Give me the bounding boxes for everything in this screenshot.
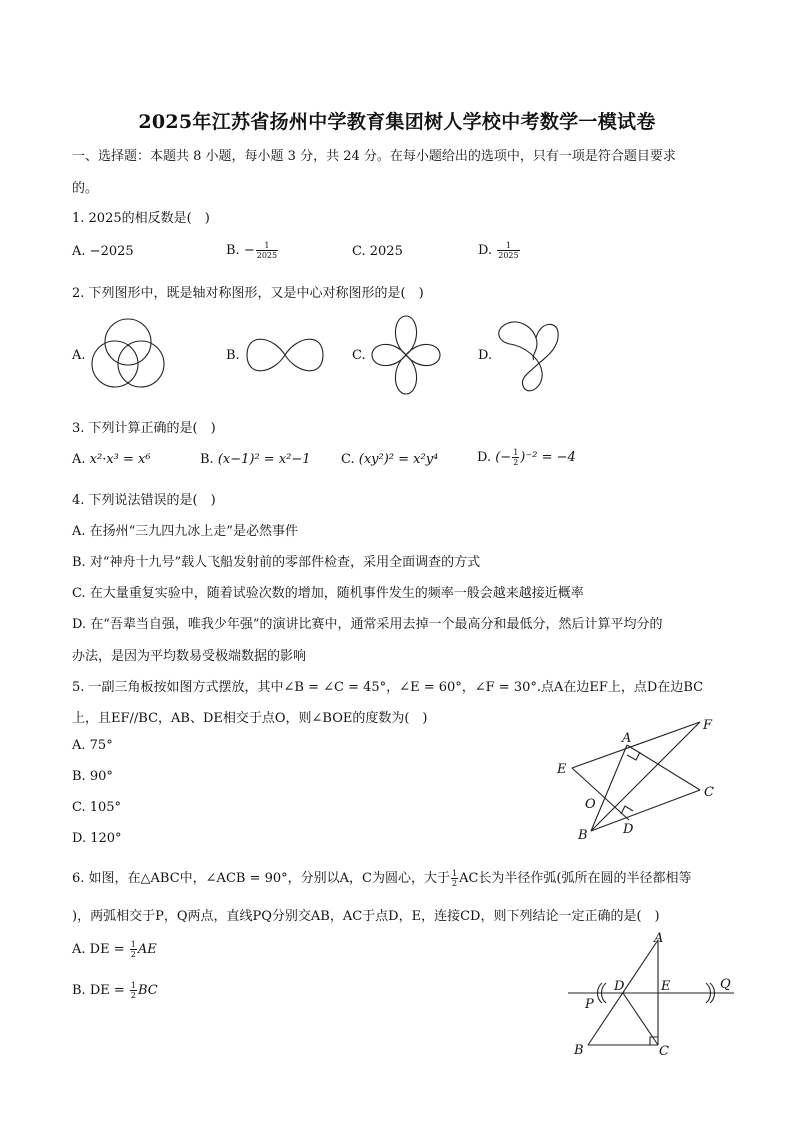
question-6-stem-line1: 6. 如图，在△ABC中，∠ACB = 90°，分别以A，C为圆心，大于 $\frac{1}{2}$ AC长为半径作弧(弧所在圆的半径都相等: [72, 869, 692, 888]
label-F: F: [703, 718, 713, 733]
label-D: D: [623, 822, 634, 837]
question-1-option-d: [478, 241, 521, 260]
label-C: C: [704, 785, 714, 800]
label-D: D: [614, 979, 625, 994]
question-6-option-a: A. DE = $\frac{1}{2}$ AE: [72, 940, 157, 959]
label-O: O: [585, 797, 596, 812]
option-label: A.: [72, 244, 86, 259]
question-6-stem-line2: )，两弧相交于P，Q两点，直线PQ分别交AB，AC于点D，E，连接CD，则下列结论一定正确的是( ): [72, 909, 660, 924]
figure-triangle-rulers: [550, 710, 730, 845]
question-2-label-a: A.: [72, 348, 86, 363]
option-label: B.: [226, 243, 240, 258]
label-E: E: [661, 979, 671, 994]
option-label: B.: [200, 452, 214, 467]
question-5-stem-line1: 5. 一副三角板按如图方式摆放，其中∠B = ∠C = 45°，∠E = 60°，∠F = 30°.点A在边EF上，点D在边BC: [72, 680, 704, 695]
option-a-value: −2025: [89, 244, 134, 259]
label-E: E: [557, 762, 567, 777]
option-d-fraction: $\frac{1}{2}$: [513, 448, 519, 467]
figure-lemniscate: [243, 326, 327, 384]
option-c-value: 2025: [369, 244, 403, 259]
option-d-fraction: $\frac{1}{2025}$: [498, 241, 519, 260]
option-a-value: x²·x³ = x⁶: [89, 452, 151, 467]
option-label: D.: [477, 450, 492, 465]
question-4-option-b: B. 对“神舟十九号”载人飞船发射前的零部件检查，采用全面调查的方式: [72, 555, 481, 570]
option-label: C.: [341, 452, 355, 467]
question-4-option-d-line1: D. 在“吾辈当自强，唯我少年强”的演讲比赛中，通常采用去掉一个最高分和最低分，然后计算平均分的: [72, 617, 663, 632]
label-A: A: [622, 731, 632, 746]
question-1-option-a: [72, 244, 134, 259]
option-a-fraction: $\frac{1}{2}$: [130, 940, 136, 959]
option-b-value: (x−1)² = x²−1: [217, 452, 311, 467]
option-b-fraction: $\frac{1}{2}$: [130, 981, 136, 1000]
question-1-stem: 1. 2025的相反数是( ): [72, 211, 210, 226]
label-A: A: [654, 931, 664, 946]
question-2-label-c: C.: [352, 348, 366, 363]
figure-trefoil-knot: [88, 312, 168, 392]
figure-looped-curve: [494, 316, 570, 396]
stem-fraction: $\frac{1}{2}$: [451, 869, 458, 888]
option-b-fraction: $\frac{1}{2025}$: [256, 241, 278, 260]
question-2-label-d: D.: [478, 348, 493, 363]
option-label: A.: [72, 452, 86, 467]
question-1-option-c: [352, 244, 403, 259]
question-3-option-a: [72, 452, 151, 467]
question-3-option-d: [477, 448, 576, 467]
question-3-option-c: [341, 452, 438, 467]
section-instructions-line1: 一、选择题：本题共 8 小题，每小题 3 分，共 24 分。在每小题给出的选项中，只有一项是符合题目要求: [72, 149, 676, 164]
label-Q: Q: [720, 977, 731, 992]
question-2-label-b: B.: [226, 348, 240, 363]
question-1-option-b: [226, 241, 279, 260]
option-label: D.: [478, 243, 493, 258]
question-3-option-b: [200, 452, 311, 467]
option-b-sign: −: [243, 243, 255, 258]
label-B: B: [574, 1043, 584, 1058]
question-4-option-c: C. 在大量重复实验中，随着试验次数的增加，随机事件发生的频率一般会越来越接近概率: [72, 586, 584, 601]
option-c-value: (xy²)² = x²y⁴: [358, 452, 439, 467]
question-3-stem: 3. 下列计算正确的是( ): [72, 421, 216, 436]
label-P: P: [585, 997, 594, 1012]
question-5-option-b: B. 90°: [72, 769, 113, 784]
section-instructions-line2: 的。: [72, 181, 99, 196]
question-4-stem: 4. 下列说法错误的是( ): [72, 493, 216, 508]
question-2-stem: 2. 下列图形中，既是轴对称图形，又是中心对称图形的是( ): [72, 286, 424, 301]
question-4-option-a: A. 在扬州“三九四九冰上走”是必然事件: [72, 524, 298, 539]
label-C: C: [659, 1044, 669, 1058]
option-label: C.: [352, 244, 366, 259]
question-4-option-d-line2: 办法，是因为平均数易受极端数据的影响: [72, 649, 307, 664]
question-5-option-a: A. 75°: [72, 738, 113, 753]
question-6-option-b: B. DE = $\frac{1}{2}$ BC: [72, 981, 158, 1000]
question-5-option-d: D. 120°: [72, 831, 122, 846]
figure-perpendicular-bisector: [560, 928, 750, 1058]
label-B: B: [578, 828, 588, 843]
option-d-suffix: )⁻² = −4: [520, 450, 576, 465]
option-d-prefix: (−: [495, 450, 512, 465]
figure-four-petal-flower: [368, 312, 444, 398]
page-title: 2025年江苏省扬州中学教育集团树人学校中考数学一模试卷: [138, 111, 656, 133]
question-5-stem-line2: 上，且EF//BC，AB、DE相交于点O，则∠BOE的度数为( ): [72, 711, 428, 726]
question-5-option-c: C. 105°: [72, 800, 122, 815]
